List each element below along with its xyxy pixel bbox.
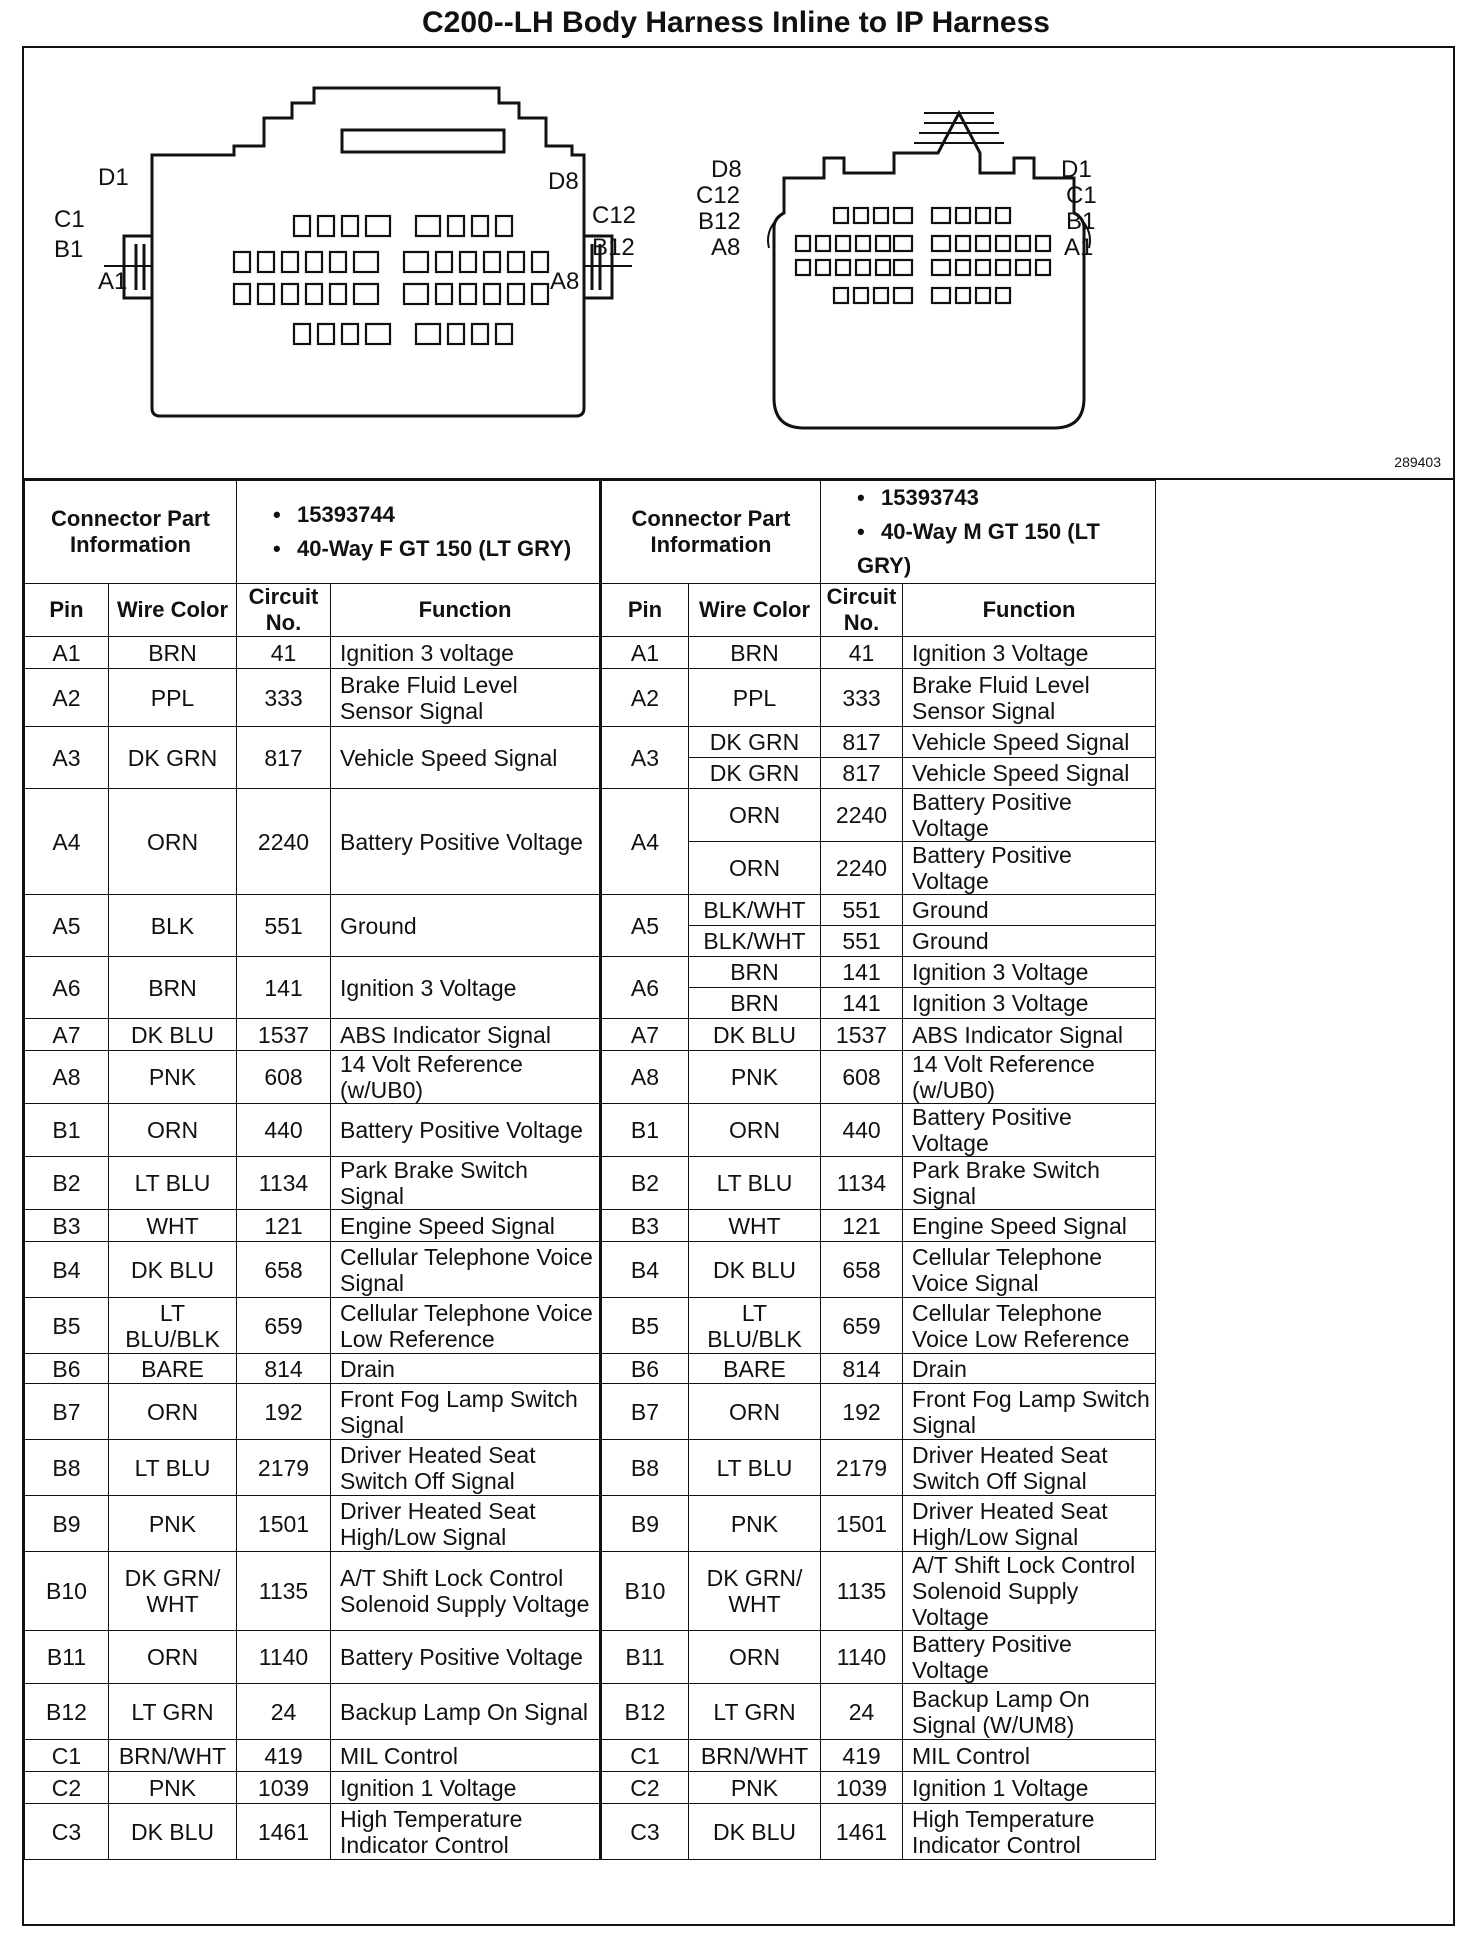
male-label-b12: B12 — [698, 208, 741, 235]
left-function-cell: MIL Control — [331, 1740, 601, 1772]
right-pin-cell: A1 — [601, 637, 689, 669]
female-label-c1: C1 — [54, 206, 85, 233]
left-pin-cell: A6 — [25, 957, 109, 1019]
right-pin-cell: A3 — [601, 727, 689, 789]
right-function-cell: ABS Indicator Signal — [903, 1019, 1156, 1051]
left-circuit-cell: 1134 — [237, 1157, 331, 1210]
left-wire-color-cell: BRN — [109, 957, 237, 1019]
right-circuit-cell: 1140 — [821, 1631, 903, 1684]
left-circuit-cell: 659 — [237, 1298, 331, 1354]
left-wire-color-cell: LT BLU — [109, 1157, 237, 1210]
right-pin-cell: B9 — [601, 1496, 689, 1552]
page-title: C200--LH Body Harness Inline to IP Harness — [422, 6, 1050, 39]
male-connector-outline — [774, 113, 1084, 428]
table-row — [25, 1684, 1156, 1740]
right-circuit-cell: 551 — [821, 926, 903, 957]
table-row — [25, 1157, 1156, 1210]
table-row — [25, 957, 1156, 988]
connector-drawing — [24, 48, 1453, 480]
male-label-c12: C12 — [696, 182, 741, 209]
right-function-cell: Battery Positive Voltage — [903, 842, 1156, 895]
header-wire-color: Wire Color — [689, 584, 821, 637]
left-wire-color-cell: LT BLU/BLK — [109, 1298, 237, 1354]
table-row — [25, 789, 1156, 842]
right-pin-cell: A7 — [601, 1019, 689, 1051]
right-wire-color-cell: ORN — [689, 789, 821, 842]
left-pin-cell: B10 — [25, 1552, 109, 1631]
right-part-number: 15393743 — [881, 485, 979, 510]
left-pin-cell: C2 — [25, 1772, 109, 1804]
right-pin-cell: A6 — [601, 957, 689, 1019]
right-function-cell: Driver Heated Seat High/Low Signal — [903, 1496, 1156, 1552]
right-function-cell: Battery Positive Voltage — [903, 1104, 1156, 1157]
left-wire-color-cell: LT BLU — [109, 1440, 237, 1496]
right-function-cell: Ground — [903, 926, 1156, 957]
right-function-cell: High Temperature Indicator Control — [903, 1804, 1156, 1860]
right-wire-color-cell: ORN — [689, 1631, 821, 1684]
male-label-a1: A1 — [1064, 234, 1094, 261]
table-row — [25, 1552, 1156, 1631]
right-wire-color-cell: BRN — [689, 988, 821, 1019]
right-wire-color-cell: BLK/WHT — [689, 895, 821, 926]
right-wire-color-cell: DK BLU — [689, 1019, 821, 1051]
left-connector-part: • 15393744 • 40-Way F GT 150 (LT GRY) — [237, 481, 601, 584]
left-function-cell: Ground — [331, 895, 601, 957]
left-pin-cell: B5 — [25, 1298, 109, 1354]
right-circuit-cell: 333 — [821, 669, 903, 727]
left-pin-cell: B3 — [25, 1210, 109, 1242]
right-function-cell: Park Brake Switch Signal — [903, 1157, 1156, 1210]
right-wire-color-cell: LT BLU — [689, 1440, 821, 1496]
right-circuit-cell: 2240 — [821, 842, 903, 895]
right-circuit-cell: 1537 — [821, 1019, 903, 1051]
right-circuit-cell: 1039 — [821, 1772, 903, 1804]
left-pin-cell: B11 — [25, 1631, 109, 1684]
left-function-cell: Ignition 1 Voltage — [331, 1772, 601, 1804]
left-circuit-cell: 24 — [237, 1684, 331, 1740]
left-wire-color-cell: DK BLU — [109, 1019, 237, 1051]
left-function-cell: High Temperature Indicator Control — [331, 1804, 601, 1860]
female-latch — [342, 130, 504, 152]
right-wire-color-cell: PPL — [689, 669, 821, 727]
left-pin-cell: A8 — [25, 1051, 109, 1104]
pinout-table — [24, 480, 1156, 1860]
left-part-description: 40-Way F GT 150 (LT GRY) — [297, 536, 572, 561]
table-row — [25, 1210, 1156, 1242]
table-row — [25, 1242, 1156, 1298]
right-pin-cell: C2 — [601, 1772, 689, 1804]
left-circuit-cell: 141 — [237, 957, 331, 1019]
left-wire-color-cell: ORN — [109, 1631, 237, 1684]
left-circuit-cell: 1039 — [237, 1772, 331, 1804]
table-row — [25, 1631, 1156, 1684]
left-circuit-cell: 817 — [237, 727, 331, 789]
left-wire-color-cell: PNK — [109, 1772, 237, 1804]
female-label-b1: B1 — [54, 236, 84, 263]
table-row — [25, 1804, 1156, 1860]
right-function-cell: Engine Speed Signal — [903, 1210, 1156, 1242]
right-function-cell: Ignition 3 Voltage — [903, 988, 1156, 1019]
right-pin-cell: C3 — [601, 1804, 689, 1860]
right-circuit-cell: 817 — [821, 758, 903, 789]
right-circuit-cell: 1461 — [821, 1804, 903, 1860]
left-circuit-cell: 121 — [237, 1210, 331, 1242]
right-circuit-cell: 41 — [821, 637, 903, 669]
right-circuit-cell: 419 — [821, 1740, 903, 1772]
female-label-d1: D1 — [98, 164, 129, 191]
left-circuit-cell: 440 — [237, 1104, 331, 1157]
table-row — [25, 1440, 1156, 1496]
female-cavities — [234, 216, 548, 344]
right-part-description: 40-Way M GT 150 (LT GRY) — [857, 519, 1100, 578]
table-row — [25, 1772, 1156, 1804]
left-pin-cell: A4 — [25, 789, 109, 895]
right-wire-color-cell: PNK — [689, 1496, 821, 1552]
right-wire-color-cell: ORN — [689, 842, 821, 895]
female-label-a1: A1 — [98, 268, 128, 295]
right-pin-cell: B1 — [601, 1104, 689, 1157]
right-pin-cell: B8 — [601, 1440, 689, 1496]
right-pin-cell: A4 — [601, 789, 689, 895]
left-function-cell: Drain — [331, 1354, 601, 1384]
right-wire-color-cell: ORN — [689, 1384, 821, 1440]
connector-frame — [22, 46, 1455, 1926]
table-row — [25, 1740, 1156, 1772]
male-label-a8: A8 — [711, 234, 741, 261]
left-pin-cell: A1 — [25, 637, 109, 669]
right-function-cell: Cellular Telephone Voice Signal — [903, 1242, 1156, 1298]
left-circuit-cell: 1135 — [237, 1552, 331, 1631]
right-wire-color-cell: LT BLU/BLK — [689, 1298, 821, 1354]
left-wire-color-cell: PNK — [109, 1051, 237, 1104]
right-pin-cell: A5 — [601, 895, 689, 957]
left-function-cell: A/T Shift Lock Control Solenoid Supply Voltage — [331, 1552, 601, 1631]
left-function-cell: Ignition 3 voltage — [331, 637, 601, 669]
header-pin: Pin — [25, 584, 109, 637]
left-connector-info-label: Connector Part Information — [25, 481, 237, 584]
table-row — [25, 1019, 1156, 1051]
female-label-b12: B12 — [592, 234, 635, 261]
left-function-cell: Engine Speed Signal — [331, 1210, 601, 1242]
left-circuit-cell: 1501 — [237, 1496, 331, 1552]
table-row — [25, 895, 1156, 926]
right-pin-cell: B3 — [601, 1210, 689, 1242]
male-label-d1: D1 — [1061, 156, 1092, 183]
left-circuit-cell: 192 — [237, 1384, 331, 1440]
header-circuit: Circuit No. — [821, 584, 903, 637]
left-circuit-cell: 41 — [237, 637, 331, 669]
right-connector-part: • 15393743 • 40-Way M GT 150 (LT GRY) — [821, 481, 1156, 584]
right-circuit-cell: 1134 — [821, 1157, 903, 1210]
table-row — [25, 1051, 1156, 1104]
right-circuit-cell: 440 — [821, 1104, 903, 1157]
left-function-cell: Front Fog Lamp Switch Signal — [331, 1384, 601, 1440]
table-row — [25, 1384, 1156, 1440]
right-pin-cell: C1 — [601, 1740, 689, 1772]
right-circuit-cell: 1501 — [821, 1496, 903, 1552]
left-wire-color-cell: PPL — [109, 669, 237, 727]
right-wire-color-cell: DK GRN — [689, 727, 821, 758]
left-pin-cell: B6 — [25, 1354, 109, 1384]
left-pin-cell: B12 — [25, 1684, 109, 1740]
right-circuit-cell: 2240 — [821, 789, 903, 842]
left-function-cell: Driver Heated Seat High/Low Signal — [331, 1496, 601, 1552]
left-function-cell: 14 Volt Reference (w/UB0) — [331, 1051, 601, 1104]
table-row — [25, 1298, 1156, 1354]
left-circuit-cell: 658 — [237, 1242, 331, 1298]
left-pin-cell: C1 — [25, 1740, 109, 1772]
male-label-b1: B1 — [1066, 208, 1096, 235]
right-pin-cell: B4 — [601, 1242, 689, 1298]
right-wire-color-cell: BRN/WHT — [689, 1740, 821, 1772]
left-wire-color-cell: BLK — [109, 895, 237, 957]
left-circuit-cell: 814 — [237, 1354, 331, 1384]
left-pin-cell: A7 — [25, 1019, 109, 1051]
left-wire-color-cell: DK BLU — [109, 1804, 237, 1860]
left-circuit-cell: 551 — [237, 895, 331, 957]
left-pin-cell: B8 — [25, 1440, 109, 1496]
right-circuit-cell: 24 — [821, 1684, 903, 1740]
left-function-cell: Driver Heated Seat Switch Off Signal — [331, 1440, 601, 1496]
right-circuit-cell: 817 — [821, 727, 903, 758]
right-circuit-cell: 141 — [821, 988, 903, 1019]
right-circuit-cell: 141 — [821, 957, 903, 988]
left-wire-color-cell: ORN — [109, 1384, 237, 1440]
right-wire-color-cell: DK BLU — [689, 1242, 821, 1298]
right-function-cell: Ignition 3 Voltage — [903, 957, 1156, 988]
left-pin-cell: B2 — [25, 1157, 109, 1210]
right-wire-color-cell: WHT — [689, 1210, 821, 1242]
left-wire-color-cell: DK GRN/ WHT — [109, 1552, 237, 1631]
left-part-number: 15393744 — [297, 502, 395, 527]
left-function-cell: Backup Lamp On Signal — [331, 1684, 601, 1740]
left-pin-cell: B1 — [25, 1104, 109, 1157]
right-function-cell: Ground — [903, 895, 1156, 926]
right-pin-cell: B6 — [601, 1354, 689, 1384]
right-wire-color-cell: DK GRN — [689, 758, 821, 789]
table-row — [25, 1104, 1156, 1157]
right-circuit-cell: 192 — [821, 1384, 903, 1440]
left-function-cell: Battery Positive Voltage — [331, 1631, 601, 1684]
right-circuit-cell: 658 — [821, 1242, 903, 1298]
figure-id: 289403 — [1394, 454, 1441, 470]
left-function-cell: ABS Indicator Signal — [331, 1019, 601, 1051]
right-wire-color-cell: ORN — [689, 1104, 821, 1157]
right-circuit-cell: 608 — [821, 1051, 903, 1104]
male-label-d8: D8 — [711, 156, 742, 183]
right-pin-cell: B12 — [601, 1684, 689, 1740]
right-function-cell: Battery Positive Voltage — [903, 1631, 1156, 1684]
header-function: Function — [903, 584, 1156, 637]
right-circuit-cell: 1135 — [821, 1552, 903, 1631]
left-wire-color-cell: ORN — [109, 789, 237, 895]
right-wire-color-cell: LT BLU — [689, 1157, 821, 1210]
right-function-cell: Front Fog Lamp Switch Signal — [903, 1384, 1156, 1440]
header-pin: Pin — [601, 584, 689, 637]
left-wire-color-cell: DK GRN — [109, 727, 237, 789]
female-label-a8: A8 — [550, 268, 580, 295]
male-cavities — [796, 208, 1050, 303]
left-function-cell: Battery Positive Voltage — [331, 1104, 601, 1157]
right-function-cell: Ignition 3 Voltage — [903, 637, 1156, 669]
left-function-cell: Cellular Telephone Voice Low Reference — [331, 1298, 601, 1354]
female-label-d8: D8 — [548, 168, 579, 195]
header-function: Function — [331, 584, 601, 637]
left-function-cell: Battery Positive Voltage — [331, 789, 601, 895]
right-function-cell: Cellular Telephone Voice Low Reference — [903, 1298, 1156, 1354]
right-function-cell: Drain — [903, 1354, 1156, 1384]
right-circuit-cell: 659 — [821, 1298, 903, 1354]
right-function-cell: MIL Control — [903, 1740, 1156, 1772]
left-wire-color-cell: DK BLU — [109, 1242, 237, 1298]
left-pin-cell: B4 — [25, 1242, 109, 1298]
left-pin-cell: B7 — [25, 1384, 109, 1440]
left-function-cell: Park Brake Switch Signal — [331, 1157, 601, 1210]
right-pin-cell: B2 — [601, 1157, 689, 1210]
right-pin-cell: A2 — [601, 669, 689, 727]
left-circuit-cell: 2240 — [237, 789, 331, 895]
left-function-cell: Vehicle Speed Signal — [331, 727, 601, 789]
left-circuit-cell: 1461 — [237, 1804, 331, 1860]
left-function-cell: Cellular Telephone Voice Signal — [331, 1242, 601, 1298]
right-function-cell: Backup Lamp On Signal (W/UM8) — [903, 1684, 1156, 1740]
right-wire-color-cell: BRN — [689, 957, 821, 988]
right-circuit-cell: 814 — [821, 1354, 903, 1384]
left-circuit-cell: 1537 — [237, 1019, 331, 1051]
right-wire-color-cell: DK GRN/ WHT — [689, 1552, 821, 1631]
right-function-cell: Brake Fluid Level Sensor Signal — [903, 669, 1156, 727]
right-circuit-cell: 2179 — [821, 1440, 903, 1496]
right-circuit-cell: 121 — [821, 1210, 903, 1242]
header-wire-color: Wire Color — [109, 584, 237, 637]
right-pin-cell: B11 — [601, 1631, 689, 1684]
connector-diagram — [24, 48, 1453, 480]
left-wire-color-cell: ORN — [109, 1104, 237, 1157]
right-wire-color-cell: BLK/WHT — [689, 926, 821, 957]
female-label-c12: C12 — [592, 202, 637, 229]
left-pin-cell: C3 — [25, 1804, 109, 1860]
right-circuit-cell: 551 — [821, 895, 903, 926]
right-wire-color-cell: BRN — [689, 637, 821, 669]
right-pin-cell: B10 — [601, 1552, 689, 1631]
right-function-cell: Ignition 1 Voltage — [903, 1772, 1156, 1804]
left-function-cell: Ignition 3 Voltage — [331, 957, 601, 1019]
header-circuit: Circuit No. — [237, 584, 331, 637]
left-circuit-cell: 333 — [237, 669, 331, 727]
right-function-cell: Vehicle Speed Signal — [903, 758, 1156, 789]
left-wire-color-cell: LT GRN — [109, 1684, 237, 1740]
right-wire-color-cell: LT GRN — [689, 1684, 821, 1740]
table-row — [25, 669, 1156, 727]
right-pin-cell: B5 — [601, 1298, 689, 1354]
left-circuit-cell: 1140 — [237, 1631, 331, 1684]
right-wire-color-cell: PNK — [689, 1772, 821, 1804]
right-pin-cell: B7 — [601, 1384, 689, 1440]
left-wire-color-cell: PNK — [109, 1496, 237, 1552]
left-circuit-cell: 419 — [237, 1740, 331, 1772]
right-function-cell: A/T Shift Lock Control Solenoid Supply Voltage — [903, 1552, 1156, 1631]
left-wire-color-cell: WHT — [109, 1210, 237, 1242]
right-wire-color-cell: BARE — [689, 1354, 821, 1384]
right-connector-info-label: Connector Part Information — [601, 481, 821, 584]
right-function-cell: 14 Volt Reference (w/UB0) — [903, 1051, 1156, 1104]
right-pin-cell: A8 — [601, 1051, 689, 1104]
right-wire-color-cell: PNK — [689, 1051, 821, 1104]
left-pin-cell: A5 — [25, 895, 109, 957]
left-pin-cell: B9 — [25, 1496, 109, 1552]
left-wire-color-cell: BRN/WHT — [109, 1740, 237, 1772]
right-function-cell: Vehicle Speed Signal — [903, 727, 1156, 758]
table-row — [25, 637, 1156, 669]
right-function-cell: Driver Heated Seat Switch Off Signal — [903, 1440, 1156, 1496]
table-row — [25, 1354, 1156, 1384]
left-pin-cell: A3 — [25, 727, 109, 789]
right-function-cell: Battery Positive Voltage — [903, 789, 1156, 842]
right-wire-color-cell: DK BLU — [689, 1804, 821, 1860]
left-pin-cell: A2 — [25, 669, 109, 727]
table-row — [25, 727, 1156, 758]
male-label-c1: C1 — [1066, 182, 1097, 209]
left-circuit-cell: 2179 — [237, 1440, 331, 1496]
left-wire-color-cell: BRN — [109, 637, 237, 669]
left-circuit-cell: 608 — [237, 1051, 331, 1104]
left-wire-color-cell: BARE — [109, 1354, 237, 1384]
left-function-cell: Brake Fluid Level Sensor Signal — [331, 669, 601, 727]
table-row — [25, 1496, 1156, 1552]
